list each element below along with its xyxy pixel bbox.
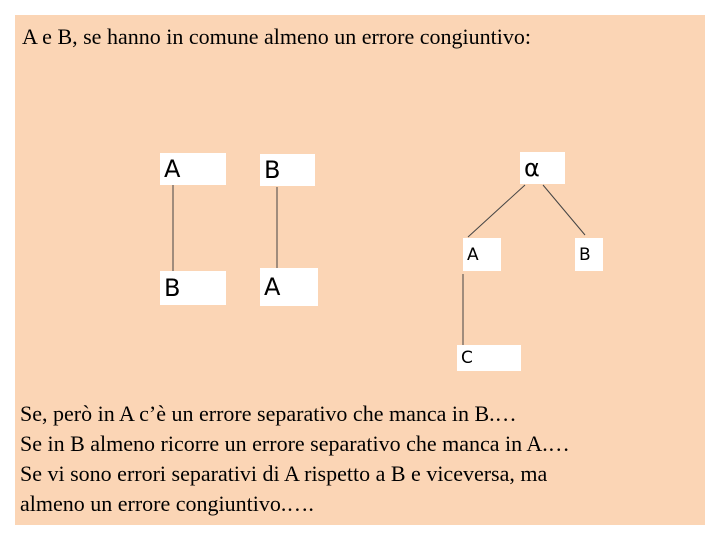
node-stemma-b-label: B — [579, 244, 591, 265]
node-stemma-c — [457, 345, 521, 371]
node-right-bottom — [260, 268, 318, 306]
node-right-top — [260, 154, 315, 186]
body-text — [20, 399, 700, 519]
slide — [15, 15, 705, 525]
node-left-top — [160, 153, 226, 185]
node-stemma-b — [575, 238, 603, 271]
node-right-bottom-label: A — [264, 273, 281, 301]
body-line: Se vi sono errori separativi di A rispetto a B e viceversa, ma — [20, 461, 548, 486]
node-archetype-label: α — [524, 154, 540, 182]
edge-alpha-to-b — [543, 185, 585, 235]
body-line: almeno un errore congiuntivo.…. — [20, 491, 314, 516]
slide-heading: A e B, se hanno in comune almeno un errore congiuntivo: — [22, 24, 531, 49]
body-line: Se in B almeno ricorre un errore separativo che manca in A.… — [20, 431, 570, 456]
node-right-top-label: B — [264, 156, 281, 184]
body-line: Se, però in A c’è un errore separativo che manca in B.… — [20, 401, 517, 426]
node-left-bottom-label: B — [164, 274, 181, 302]
node-stemma-c-label: C — [461, 348, 473, 368]
node-archetype — [520, 152, 565, 184]
node-left-top-label: A — [164, 155, 181, 183]
node-stemma-a — [463, 238, 501, 271]
node-left-bottom — [160, 271, 226, 305]
node-stemma-a-label: A — [467, 244, 479, 265]
edge-alpha-to-a — [468, 185, 525, 237]
